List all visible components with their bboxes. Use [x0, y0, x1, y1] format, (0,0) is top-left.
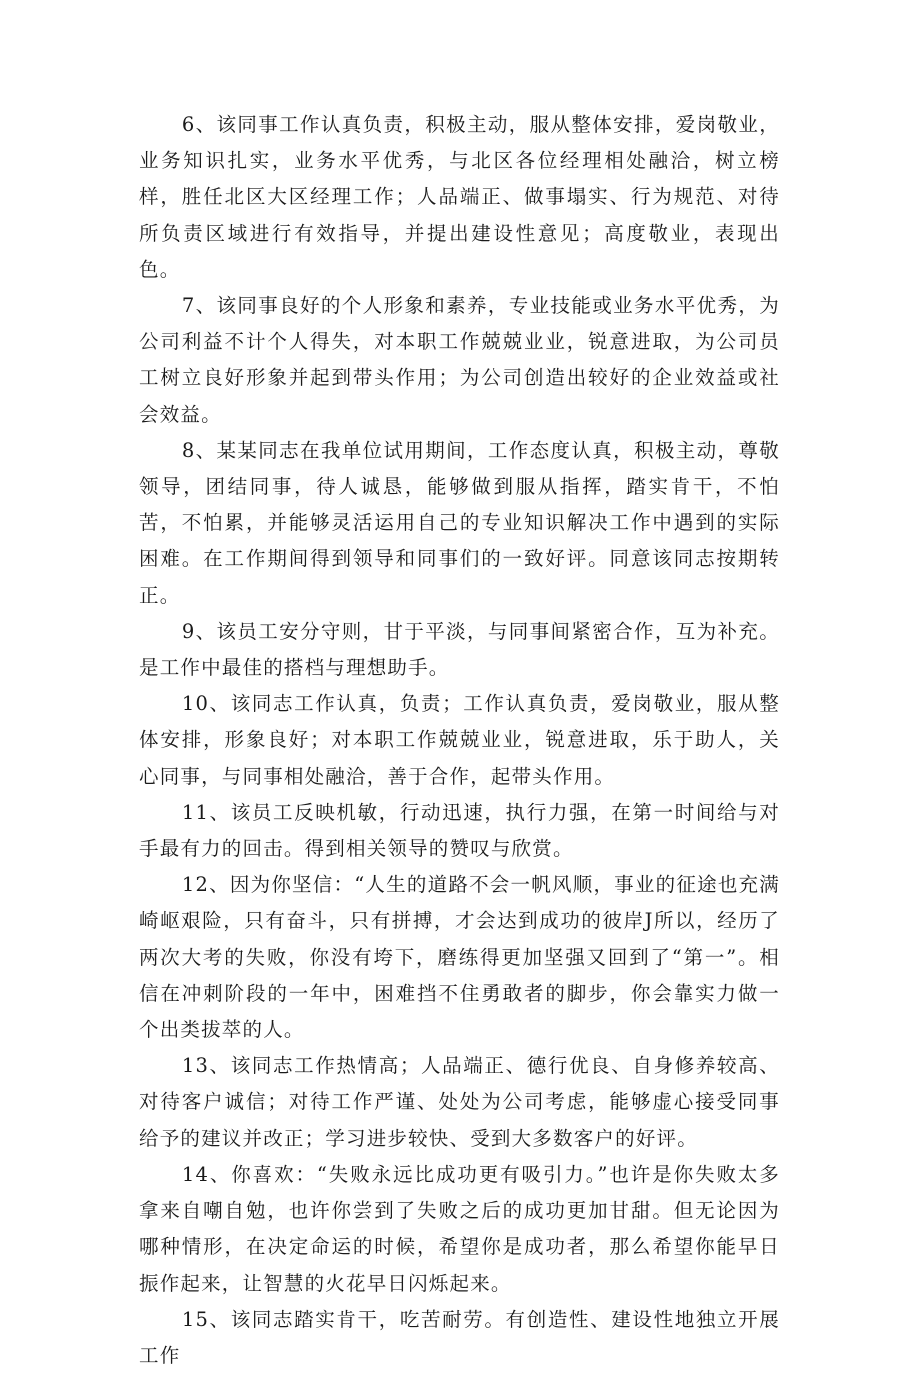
paragraph-8: 8、某某同志在我单位试用期间，工作态度认真，积极主动，尊敬领导，团结同事，待人诚恳，能够做到服从指挥，踏实肯干，不怕苦，不怕累，并能够灵活运用自己的专业知识解决工作中遇到的实际困难。在工作期间得到领导和同事们的一致好评。同意该同志按期转正。	[139, 438, 780, 607]
paragraph-13: 13、该同志工作热情高；人品端正、德行优良、自身修养较高、对待客户诚信；对待工作严谨、处处为公司考虑，能够虚心接受同事给予的建议并改正；学习进步较快、受到大多数客户的好评。	[139, 1054, 780, 1150]
paragraph-10: 10、该同志工作认真，负责；工作认真负责，爱岗敬业，服从整体安排，形象良好；对本职工作兢兢业业，锐意进取，乐于助人，关心同事，与同事相处融洽，善于合作，起带头作用。	[139, 692, 780, 788]
paragraph-7: 7、该同事良好的个人形象和素养，专业技能或业务水平优秀，为公司利益不计个人得失，对本职工作兢兢业业，锐意进取，为公司员工树立良好形象并起到带头作用；为公司创造出较好的企业效益或社会效益。	[139, 294, 780, 426]
paragraph-6: 6、该同事工作认真负责，积极主动，服从整体安排，爱岗敬业，业务知识扎实，业务水平优秀，与北区各位经理相处融洽，树立榜样，胜任北区大区经理工作；人品端正、做事塌实、行为规范、对待所负责区域进行有效指导，并提出建设性意见；高度敬业，表现出色。	[139, 113, 780, 281]
paragraph-15: 15、该同志踏实肯干，吃苦耐劳。有创造性、建设性地独立开展工作	[139, 1307, 780, 1367]
paragraph-12: 12、因为你坚信：“人生的道路不会一帆风顺，事业的征途也充满崎岖艰险，只有奋斗，只有拼搏，才会达到成功的彼岸J所以，经历了两次大考的失败，你没有垮下，磨练得更加坚强又回到了“第一”。相信在冲刺阶段的一年中，困难挡不住勇敢者的脚步，你会靠实力做一个出类拔萃的人。	[139, 873, 780, 1042]
paragraph-14: 14、你喜欢：“失败永远比成功更有吸引力。”也许是你失败太多拿来自嘲自勉，也许你尝到了失败之后的成功更加甘甜。但无论因为哪种情形，在决定命运的时候，希望你是成功者，那么希望你能早日振作起来，让智慧的火花早日闪烁起来。	[139, 1162, 780, 1295]
document-page	[139, 107, 780, 1374]
paragraph-9: 9、该员工安分守则，甘于平淡，与同事间紧密合作，互为补充。是工作中最佳的搭档与理想助手。	[139, 619, 780, 680]
paragraph-11: 11、该员工反映机敏，行动迅速，执行力强，在第一时间给与对手最有力的回击。得到相关领导的赞叹与欣赏。	[139, 800, 780, 861]
